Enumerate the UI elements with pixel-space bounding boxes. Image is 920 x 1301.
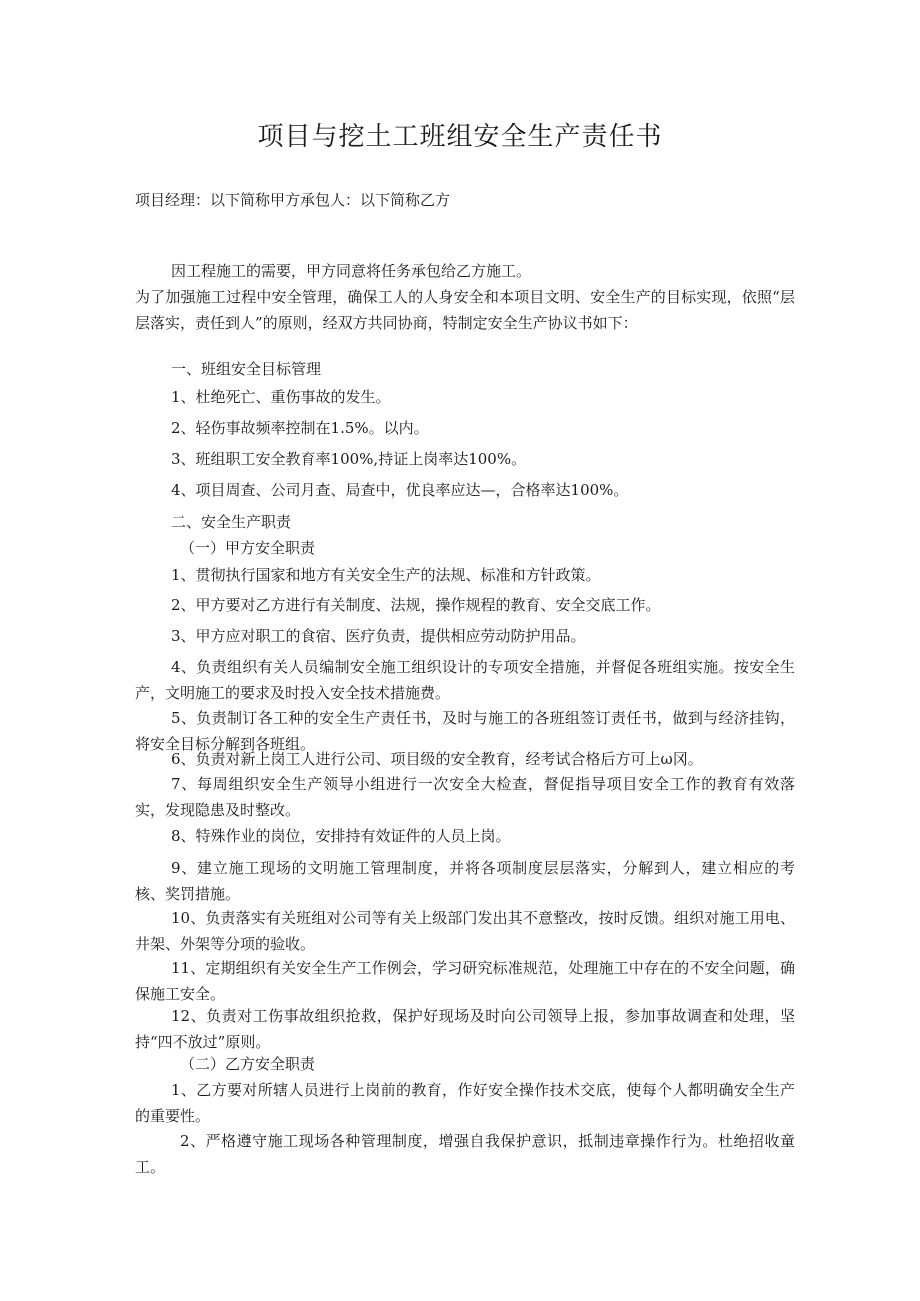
party-a-item-6: 6、负责对新上岗工人进行公司、项目级的安全教育，经考试合格后方可上ω冈。 bbox=[171, 750, 703, 768]
party-a-item-10: 10、负责落实有关班组对公司等有关上级部门发出其不意整改，按时反馈。组织对施工用电、井架、外架等分项的验收。 bbox=[135, 909, 795, 953]
document-title: 项目与挖土工班组安全生产责任书 bbox=[257, 122, 663, 152]
party-a-item-12: 12、负责对工伤事故组织抢救，保护好现场及时向公司领导上报，参加事故调查和处理，坚持“四不放过”原则。 bbox=[135, 1007, 795, 1051]
party-a-item-5: 5、负责制订各工种的安全生产责任书，及时与施工的各班组签订责任书，做到与经济挂钩，将安全目标分解到各班组。 bbox=[135, 709, 795, 753]
party-a-item-7: 7、每周组织安全生产领导小组进行一次安全大检查，督促指导项目安全工作的教育有效落实，发现隐患及时整改。 bbox=[135, 775, 795, 819]
section-1-item-1: 1、杜绝死亡、重伤事故的发生。 bbox=[171, 388, 391, 406]
section-1-item-3: 3、班组职工安全教育率100%,持证上岗率达100%。 bbox=[171, 450, 527, 468]
intro-paragraph-2: 为了加强施工过程中安全管理，确保工人的人身安全和本项目文明、安全生产的目标实现，依照“层层落实，责任到人”的原则，经双方共同协商，特制定安全生产协议书如下： bbox=[135, 288, 795, 332]
party-b-item-2: 2、严格遵守施工现场各种管理制度，增强自我保护意识，抵制违章操作行为。杜绝招收童工。 bbox=[135, 1132, 795, 1176]
party-b-item-1: 1、乙方要对所辖人员进行上岗前的教育，作好安全操作技术交底，使每个人都明确安全生产的重要性。 bbox=[135, 1081, 795, 1125]
section-1-heading: 一、班组安全目标管理 bbox=[171, 360, 322, 378]
party-a-item-8: 8、特殊作业的岗位，安排持有效证件的人员上岗。 bbox=[171, 827, 511, 845]
party-a-heading: （一）甲方安全职责 bbox=[180, 539, 316, 557]
section-2-heading: 二、安全生产职责 bbox=[171, 513, 292, 531]
section-1-item-4: 4、项目周查、公司月查、局查中，优良率应达—，合格率达100%。 bbox=[171, 481, 629, 499]
parties-line: 项目经理：以下简称甲方承包人：以下简称乙方 bbox=[135, 191, 451, 209]
party-a-item-2: 2、甲方要对乙方进行有关制度、法规，操作规程的教育、安全交底工作。 bbox=[171, 596, 661, 614]
party-a-item-11: 11、定期组织有关安全生产工作例会，学习研究标准规范，处理施工中存在的不安全问题，确保施工安全。 bbox=[135, 959, 795, 1003]
party-a-item-9: 9、建立施工现场的文明施工管理制度，并将各项制度层层落实，分解到人，建立相应的考核、奖罚措施。 bbox=[135, 859, 795, 903]
intro-paragraph-1: 因工程施工的需要，甲方同意将任务承包给乙方施工。 bbox=[171, 262, 532, 280]
party-a-item-4: 4、负责组织有关人员编制安全施工组织设计的专项安全措施，并督促各班组实施。按安全生产，文明施工的要求及时投入安全技术措施费。 bbox=[135, 658, 795, 702]
section-1-item-2: 2、轻伤事故频率控制在1.5%。以内。 bbox=[171, 419, 429, 437]
party-a-item-1: 1、贯彻执行国家和地方有关安全生产的法规、标准和方针政策。 bbox=[171, 566, 601, 584]
party-a-item-3: 3、甲方应对职工的食宿、医疗负责，提供相应劳动防护用品。 bbox=[171, 627, 586, 645]
party-b-heading: （二）乙方安全职责 bbox=[180, 1055, 316, 1073]
